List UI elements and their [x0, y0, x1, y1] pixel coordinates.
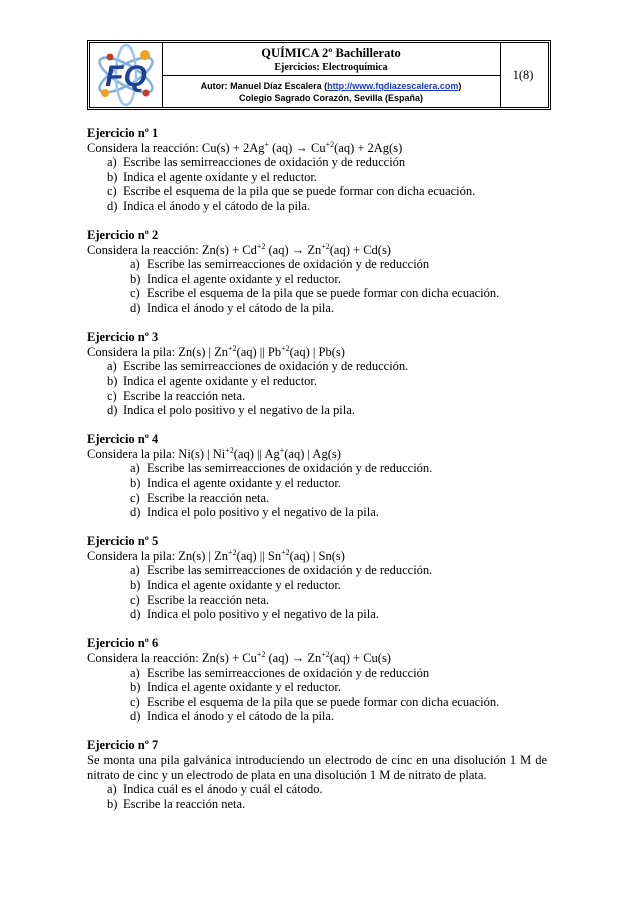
list-item: d) Indica el ánodo y el cátodo de la pila. — [107, 198, 311, 213]
arrow-icon: → — [291, 242, 305, 257]
exercise-4 — [87, 432, 547, 520]
exercise-title: Ejercicio nº 4 — [87, 432, 159, 447]
list-item: c) Escribe el esquema de la pila que se puede formar con dicha ecuación. — [130, 286, 500, 301]
exercise-title: Ejercicio nº 1 — [87, 126, 159, 140]
list-item: b) Indica el agente oxidante y el reductor. — [130, 475, 342, 490]
topic-subtitle: Ejercicios: Electroquímica — [274, 62, 388, 73]
question-list — [87, 155, 547, 213]
list-item: d) Indica el polo positivo y el negativo de la pila. — [130, 505, 379, 520]
author-prefix: Autor: Manuel Díaz Escalera ( — [200, 81, 328, 91]
list-item: b) Indica el agente oxidante y el reductor. — [107, 373, 318, 388]
list-item: c) Escribe el esquema de la pila que se puede formar con dicha ecuación. — [107, 184, 476, 199]
arrow-icon: → — [295, 140, 308, 155]
list-item: b) Indica el agente oxidante y el reductor. — [130, 578, 342, 593]
title-block — [162, 43, 500, 76]
author-website-link[interactable]: http://www.fqdiazescalera.com — [327, 81, 459, 91]
exercise-title: Ejercicio nº 2 — [87, 228, 159, 243]
question-list — [87, 461, 547, 519]
author-suffix: ) — [458, 81, 462, 91]
author-block — [162, 76, 500, 104]
exercise-intro: Considera la reacción: $Zn(s) + Cd^{+2}$ $(aq) \to Zn^{+2}(aq) + Cd(s)$ — [87, 241, 391, 257]
exercise-7 — [87, 738, 547, 811]
exercise-3 — [87, 330, 547, 418]
exercise-5 — [87, 534, 547, 622]
question-list — [87, 782, 547, 811]
list-item: d) Indica el ánodo y el cátodo de la pila. — [130, 709, 335, 724]
school-line: Colegio Sagrado Corazón, Sevilla (España) — [238, 93, 424, 103]
exercise-intro: Considera la reacción: Cu(s) + 2Ag+ $(aq) \to Cu^{+2}(aq) + 2Ag(s)$ — [87, 139, 403, 155]
exercise-title: Ejercicio nº 7 — [87, 738, 159, 753]
question-list — [87, 359, 547, 417]
exercise-1 — [87, 126, 547, 214]
list-item: a) Escribe las semirreacciones de oxidación y de reducción — [130, 257, 430, 272]
logo-cell — [90, 43, 163, 107]
exercise-list — [87, 126, 547, 826]
list-item: d) Indica el polo positivo y el negativo de la pila. — [130, 607, 379, 622]
list-item: b) Indica el agente oxidante y el reductor. — [130, 680, 342, 695]
list-item: a) Escribe las semirreacciones de oxidación y de reducción — [130, 665, 430, 680]
list-item: c) Escribe la reacción neta. — [130, 490, 270, 505]
list-item: b) Escribe la reacción neta. — [107, 796, 246, 811]
title-cell — [162, 43, 501, 107]
list-item: b) Indica el agente oxidante y el reductor. — [107, 169, 318, 184]
list-item: b) Indica el agente oxidante y el reductor. — [130, 271, 342, 286]
course-title: QUÍMICA 2º Bachillerato — [261, 46, 401, 60]
arrow-icon: → — [291, 650, 305, 665]
exercise-intro: Considera la pila: Zn(s) | $Zn^{+2}(aq)$ || $Sn^{+2}(aq)$ | Sn(s) — [87, 547, 345, 563]
atom-logo-icon — [90, 43, 162, 107]
list-item: d) Indica el ánodo y el cátodo de la pila. — [130, 301, 335, 316]
list-item: c) Escribe el esquema de la pila que se puede formar con dicha ecuación. — [130, 694, 500, 709]
list-item: c) Escribe la reacción neta. — [107, 388, 246, 403]
exercise-intro: Considera la pila: Zn(s) | $Zn^{+2}(aq)$ || $Pb^{+2}(aq)$ | Pb(s) — [87, 343, 345, 359]
question-list — [87, 257, 547, 315]
page-number: 1(8) — [512, 67, 534, 82]
question-list — [87, 563, 547, 621]
list-item: a) Escribe las semirreacciones de oxidación y de reducción. — [130, 563, 433, 578]
list-item: a) Escribe las semirreacciones de oxidación y de reducción. — [130, 461, 433, 476]
exercise-intro: Considera la reacción: $Zn(s) + Cu^{+2}$ $(aq) \to Zn^{+2}(aq) + Cu(s)$ — [87, 649, 391, 665]
author-line — [162, 80, 500, 92]
exercise-title: Ejercicio nº 3 — [87, 330, 159, 345]
exercise-title: Ejercicio nº 5 — [87, 534, 159, 549]
question-list — [87, 666, 547, 724]
exercise-intro: Se monta una pila galvánica introduciendo un electrodo de cinc en una disolución 1 M de nitrato de cinc y un electrodo de plata en una disolución 1 M de nitrato de plata. — [87, 752, 547, 782]
list-item: c) Escribe la reacción neta. — [130, 592, 270, 607]
exercise-6 — [87, 636, 547, 724]
list-item: a) Escribe las semirreacciones de oxidación y de reducción — [107, 155, 406, 170]
list-item: d) Indica el polo positivo y el negativo de la pila. — [107, 403, 355, 418]
exercise-intro: Considera la pila: Ni(s) | $Ni^{+2}(aq)$ || Ag+(aq) | Ag(s) — [87, 445, 341, 461]
logo-text: FQ — [105, 60, 147, 93]
exercise-2 — [87, 228, 547, 316]
exercise-title: Ejercicio nº 6 — [87, 636, 159, 651]
document-header — [87, 40, 551, 110]
list-item: a) Indica cuál es el ánodo y cuál el cátodo. — [107, 782, 323, 797]
list-item: a) Escribe las semirreacciones de oxidación y de reducción. — [107, 359, 409, 374]
